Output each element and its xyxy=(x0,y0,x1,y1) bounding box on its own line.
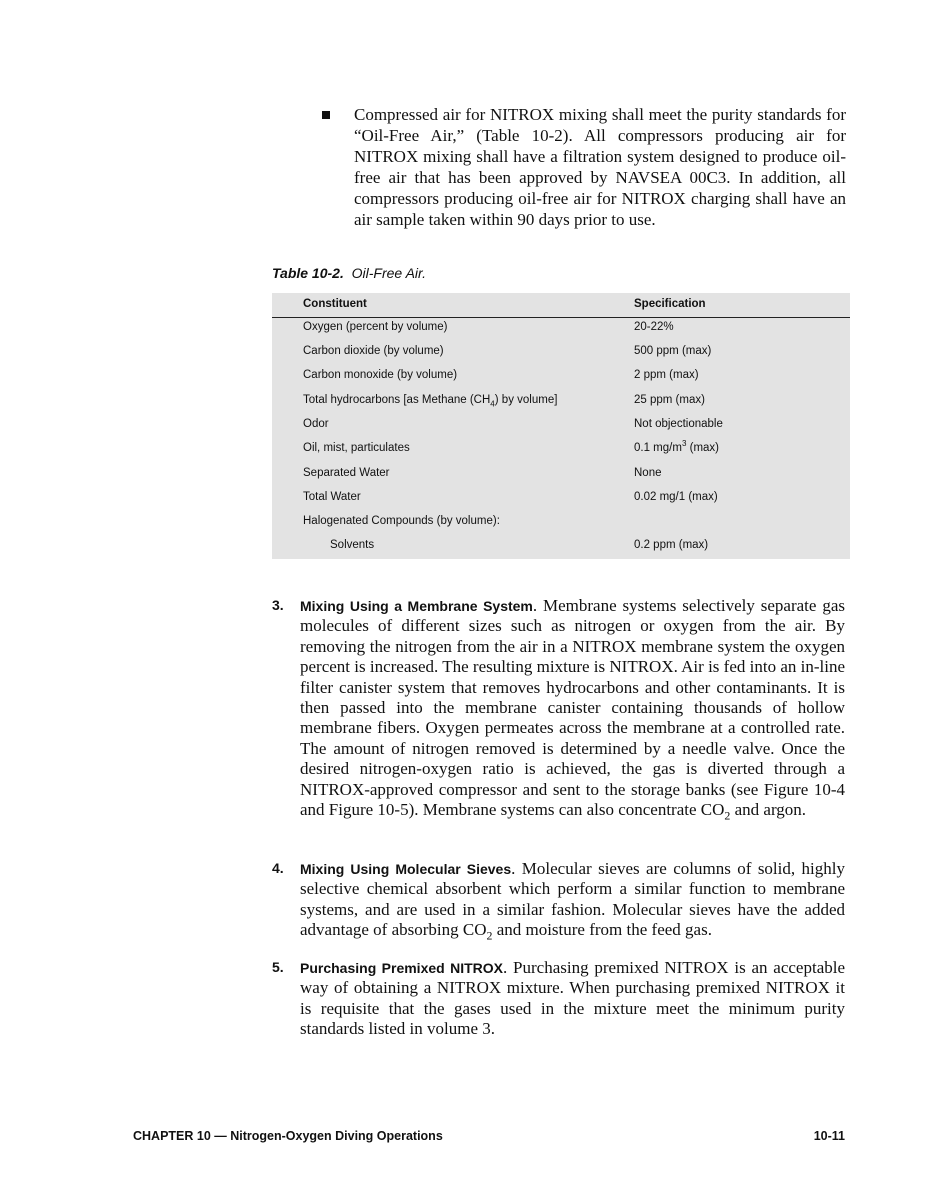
subscript: 2 xyxy=(486,928,493,943)
item-paragraph xyxy=(300,596,845,823)
table-row xyxy=(272,463,850,487)
superscript: 3 xyxy=(681,439,687,449)
specification-cell: 0.2 ppm (max) xyxy=(634,539,709,551)
specification-cell: 500 ppm (max) xyxy=(634,345,712,357)
table-caption xyxy=(272,265,426,281)
specification-cell: 0.02 mg/1 (max) xyxy=(634,491,718,503)
specification-text: (max) xyxy=(686,442,720,454)
constituent-cell: Halogenated Compounds (by volume): xyxy=(303,515,500,527)
constituent-cell: Carbon dioxide (by volume) xyxy=(303,345,444,357)
item-text: and moisture from the feed gas. xyxy=(492,920,712,940)
item-heading: Purchasing Premixed NITROX xyxy=(300,960,504,976)
specification-cell: 2 ppm (max) xyxy=(634,369,699,381)
bullet-paragraph xyxy=(322,104,846,230)
item-text: and argon. xyxy=(730,800,807,820)
table-row xyxy=(272,535,850,559)
specification-cell: Not objectionable xyxy=(634,418,723,430)
item-text: . Molecular sieves are columns of solid, highly selective chemical absorbent which perform a similar function to membrane systems, and are used in a similar fashion. Molecular sieves have the added advantage of absorbing CO xyxy=(300,859,845,940)
numbered-item xyxy=(272,958,845,1040)
item-paragraph xyxy=(300,958,845,1040)
page-number: 10-11 xyxy=(813,1129,845,1143)
table-row xyxy=(272,341,850,365)
item-number: 3. xyxy=(272,597,284,613)
specification-cell xyxy=(634,439,720,454)
table-row xyxy=(272,317,850,341)
item-text: . Purchasing premixed NITROX is an acceptable way of obtaining a NITROX mixture. When purchasing premixed NITROX it is requisite that the gases used in the mixture meet the minimum purity standards listed in volume 3. xyxy=(300,958,846,1039)
constituent-cell: Separated Water xyxy=(303,467,390,479)
specification-cell: None xyxy=(634,467,662,479)
item-heading: Mixing Using Molecular Sieves xyxy=(300,861,512,877)
constituent-cell: Total Water xyxy=(303,491,361,503)
item-number: 4. xyxy=(272,860,284,876)
constituent-text: Total hydrocarbons [as Methane (CH xyxy=(303,394,491,406)
item-text: . Membrane systems selectively separate gas molecules of different sizes such as nitrogen or oxygen from the air. By removing the nitrogen from the air in a NITROX membrane system the oxygen percent is increased. The resulting mixture is NITROX. Air is fed into an in-line filter canister system that removes hydrocarbons and other contaminants. It is then passed into the membrane canister containing thousands of hollow membrane fibers. Oxygen permeates across the membrane at a controlled rate. The amount of nitrogen removed is determined by a needle valve. Once the desired nitrogen-oxygen ratio is achieved, the gas is diverted through a NITROX-approved compressor and sent to the storage banks (see Figure 10-4 and Figure 10-5). Membrane systems can also concentrate CO xyxy=(300,596,845,820)
constituent-cell xyxy=(303,394,558,409)
table-caption-title: Oil-Free Air. xyxy=(351,265,427,281)
item-paragraph xyxy=(300,859,845,941)
oil-free-air-table xyxy=(272,293,850,559)
subscript: 4 xyxy=(490,399,495,409)
constituent-cell: Solvents xyxy=(330,539,375,551)
page-footer xyxy=(133,1129,845,1143)
table-caption-label: Table 10-2. xyxy=(272,265,344,281)
item-number: 5. xyxy=(272,959,284,975)
constituent-cell: Oxygen (percent by volume) xyxy=(303,321,448,333)
table-row xyxy=(272,438,850,462)
constituent-text: ) by volume] xyxy=(494,394,558,406)
specification-cell: 25 ppm (max) xyxy=(634,394,705,406)
numbered-item xyxy=(272,859,845,941)
header-specification: Specification xyxy=(634,298,706,310)
chapter-title: CHAPTER 10 — Nitrogen-Oxygen Diving Operations xyxy=(133,1129,443,1143)
numbered-item xyxy=(272,596,845,823)
specification-cell: 20-22% xyxy=(634,321,674,333)
item-heading: Mixing Using a Membrane System xyxy=(300,598,533,614)
table-row xyxy=(272,365,850,389)
specification-text: 0.1 mg/m xyxy=(634,442,682,454)
table-row xyxy=(272,414,850,438)
table-header xyxy=(272,293,850,318)
table-row xyxy=(272,487,850,511)
constituent-cell: Carbon monoxide (by volume) xyxy=(303,369,458,381)
bullet-text: Compressed air for NITROX mixing shall meet the purity standards for “Oil-Free Air,” (Table 10-2). All compressors producing air for NITROX mixing shall have a filtration system designed to produce oil-free air that has been approved by NAVSEA 00C3. In addition, all compressors producing oil-free air for NITROX charging shall have an air sample taken within 90 days prior to use. xyxy=(354,105,846,229)
square-bullet-icon xyxy=(322,111,330,119)
constituent-cell: Odor xyxy=(303,418,329,430)
header-constituent: Constituent xyxy=(303,298,367,310)
table-row xyxy=(272,390,850,414)
subscript: 2 xyxy=(724,808,731,823)
table-row xyxy=(272,511,850,535)
constituent-cell: Oil, mist, particulates xyxy=(303,442,410,454)
